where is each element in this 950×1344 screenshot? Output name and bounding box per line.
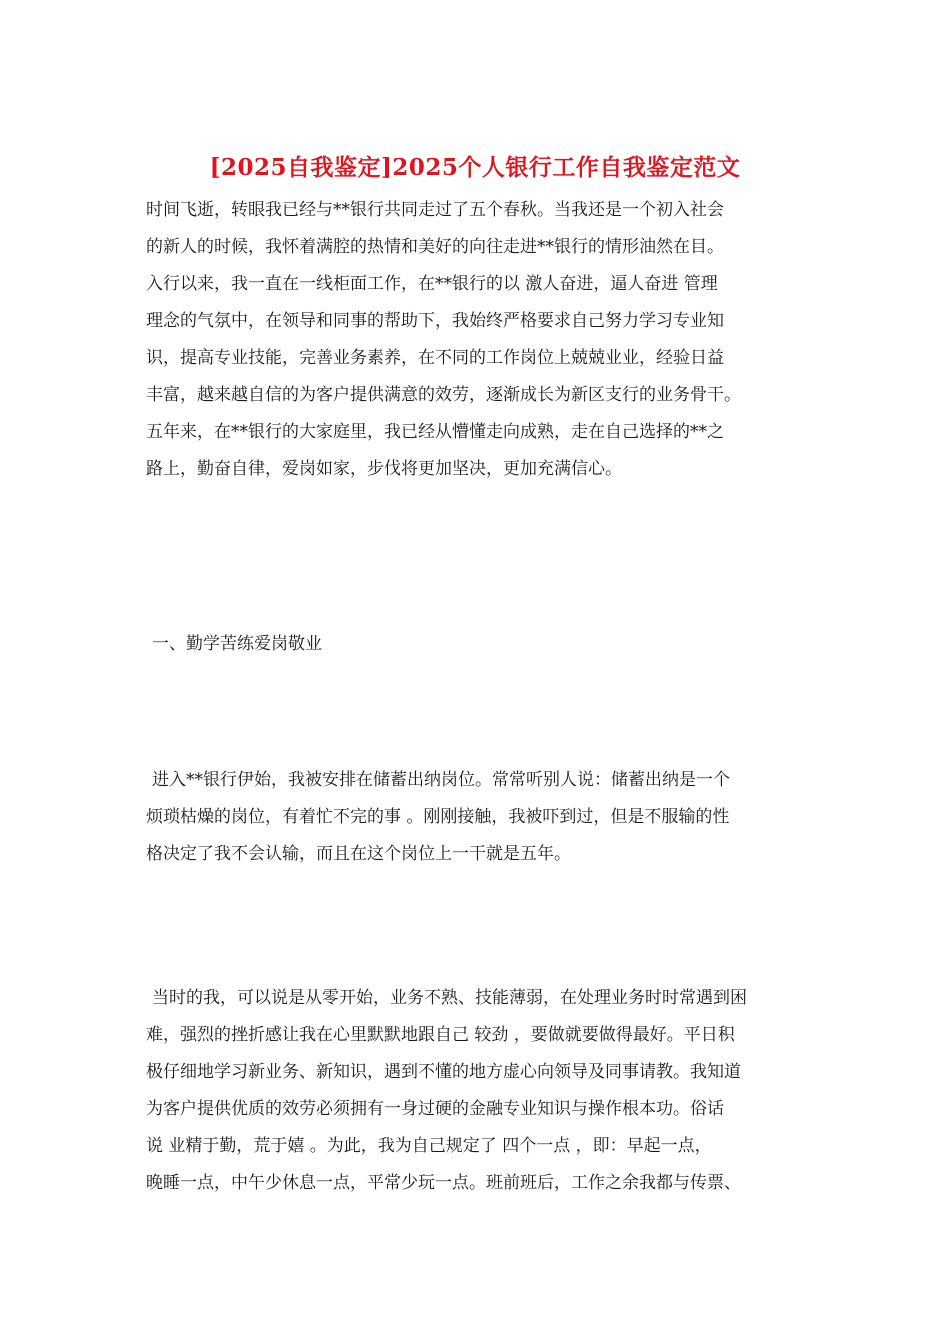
- intro-paragraph: [146, 192, 812, 488]
- body-paragraph: [146, 762, 818, 873]
- text-line: 晚睡一点，中午少休息一点，平常少玩一点。班前班后，工作之余我都与传票、: [146, 1173, 741, 1193]
- section-heading: [152, 626, 818, 663]
- text-line: 理念的气氛中，在领导和同事的帮助下，我始终严格要求自己努力学习专业知: [146, 311, 724, 331]
- document-title: [2025自我鉴定]2025个人银行工作自我鉴定范文: [209, 154, 741, 181]
- text-line: 时间飞逝，转眼我已经与**银行共同走过了五个春秋。当我还是一个初入社会: [146, 200, 724, 220]
- text-line: 烦琐枯燥的岗位，有着忙不完的事 。刚刚接触，我被吓到过，但是不服输的性: [146, 807, 730, 827]
- body-paragraph: [146, 980, 818, 1202]
- text-line: 极仔细地学习新业务、新知识，遇到不懂的地方虚心向领导及同事请教。我知道: [146, 1062, 741, 1082]
- text-line: 路上，勤奋自律，爱岗如家，步伐将更加坚决，更加充满信心。: [146, 459, 622, 479]
- text-line: 为客户提供优质的效劳必须拥有一身过硬的金融专业知识与操作根本功。俗话: [146, 1099, 724, 1119]
- text-line: 难，强烈的挫折感让我在心里默默地跟自己 较劲 ，要做就要做得最好。平日积: [146, 1025, 735, 1045]
- text-line: 入行以来，我一直在一线柜面工作，在**银行的以 激人奋进，逼人奋进 管理: [146, 274, 718, 294]
- text-line: 丰富，越来越自信的为客户提供满意的效劳，逐渐成长为新区支行的业务骨干。: [146, 385, 741, 405]
- text-line: 进入**银行伊始，我被安排在储蓄出纳岗位。常常听别人说：储蓄出纳是一个: [152, 770, 730, 790]
- text-line: 格决定了我不会认输，而且在这个岗位上一干就是五年。: [146, 844, 571, 864]
- text-line: 说 业精于勤，荒于嬉 。为此，我为自己规定了 四个一点 ，即：早起一点，: [146, 1136, 712, 1156]
- text-line: 五年来，在**银行的大家庭里，我已经从懵懂走向成熟，走在自己选择的**之: [146, 422, 724, 442]
- text-line: 的新人的时候，我怀着满腔的热情和美好的向往走进**银行的情形油然在目。: [146, 237, 724, 257]
- text-line: 识，提高专业技能，完善业务素养，在不同的工作岗位上兢兢业业，经验日益: [146, 348, 724, 368]
- text-line: 当时的我，可以说是从零开始，业务不熟、技能薄弱，在处理业务时时常遇到困: [152, 988, 747, 1008]
- section-heading-text: 一、勤学苦练爱岗敬业: [152, 634, 322, 654]
